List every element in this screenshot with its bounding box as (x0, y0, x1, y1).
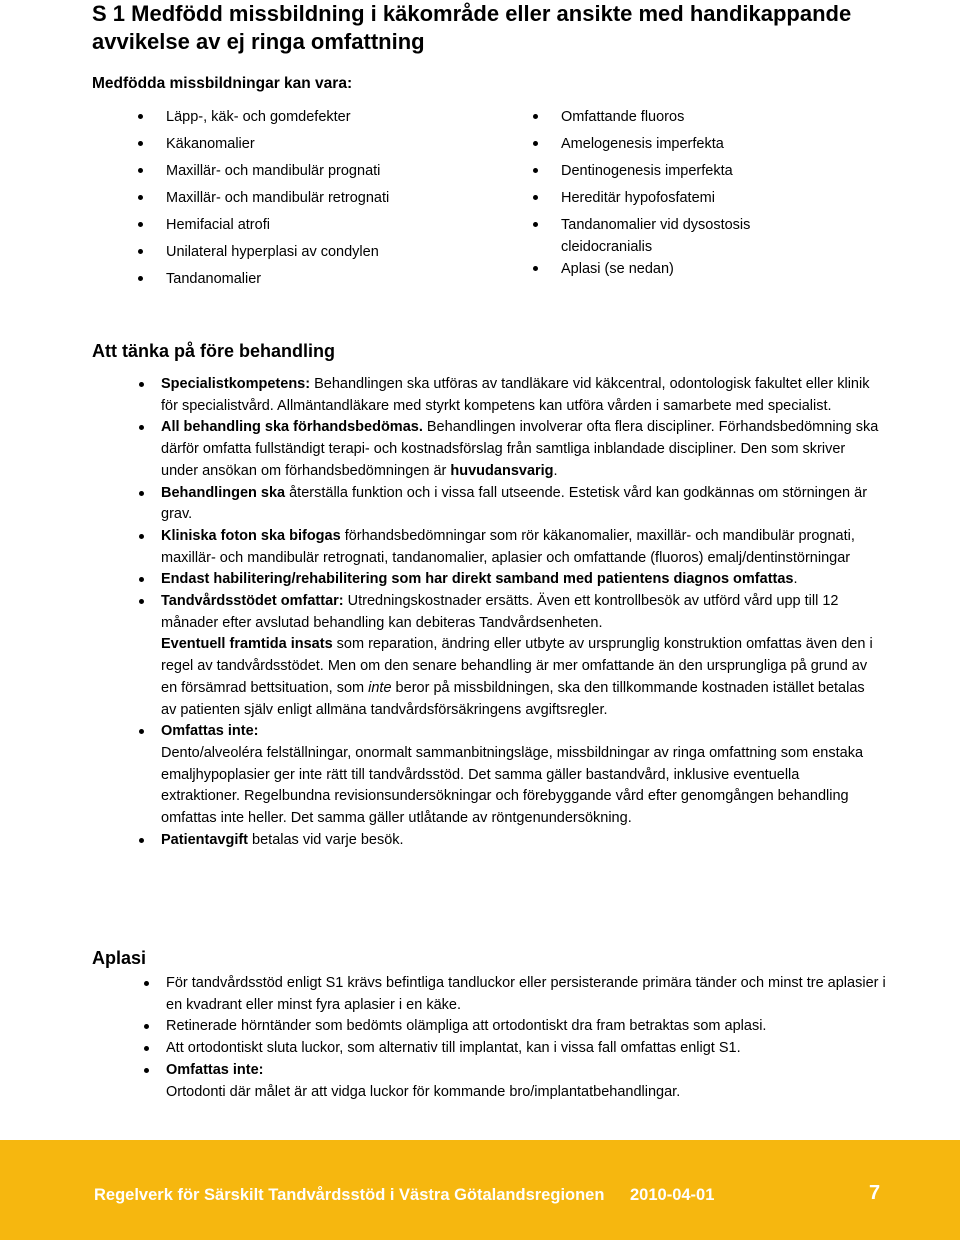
body-text: . (553, 462, 558, 479)
list-item: Maxillär- och mandibulär prognati (138, 160, 389, 187)
list-item: Tandanomalier vid dysostosis cleidocranialis (533, 214, 821, 258)
footer-title: Regelverk för Särskilt Tandvårdsstöd i Västra Götalandsregionen (94, 1186, 605, 1204)
body-text: Behandlingen involverar ofta flera discipliner. Förhandsbedömning ska därför omfatta fullständigt terapi- och kostnadsförslag från samtliga inblandade discipliner. Den som skriver under ansökan om förhandsbedömningen är (161, 419, 879, 479)
footer-date: 2010-04-01 (630, 1186, 715, 1204)
list-item: Dentinogenesis imperfekta (533, 160, 821, 187)
bold-text: All behandling ska förhandsbedömas. (161, 419, 423, 436)
page-number: 7 (869, 1182, 881, 1204)
list-item: Tandanomalier (138, 268, 389, 295)
body-text: Ortodonti där målet är att vidga luckor för kommande bro/implantatbehandlingar. (166, 1083, 681, 1100)
bold-text: Behandlingen ska (161, 484, 286, 501)
page-title: S 1 Medfödd missbildning i käkområde eller ansikte med handikappande avvikelse av ej ringa omfattning (92, 1, 852, 54)
italic-text: inte (368, 679, 392, 696)
list-item: Att ortodontiskt sluta luckor, som alternativ till implantat, kan i vissa fall omfattas enligt S1. (166, 1038, 886, 1060)
list-item (161, 721, 881, 830)
bold-text: huvudansvarig (450, 462, 554, 479)
list-item: Unilateral hyperplasi av condylen (138, 241, 389, 268)
body-text: Dento/alveoléra felställningar, onormalt sammanbitningsläge, missbildningar av ringa omfattning som enstaka emaljhypoplasier ger inte rätt till tandvårdsstöd. Det samma gäller bastandvård, inklusive eventuella extraktioner. Regelbundna revisionsundersökningar och förebyggande vård efter genomgången behandling omfattas inte heller. Det samma gäller utlåtande av röntgenundersökning. (161, 744, 864, 827)
bold-text: Endast habilitering/rehabilitering som har direkt samband med patientens diagnos omfattas (161, 571, 794, 588)
list-item: För tandvårdsstöd enligt S1 krävs befintliga tandluckor eller persisterande primära tänder och minst tre aplasier i en kvadrant eller minst fyra aplasier i en käke. (166, 973, 886, 1016)
body-text: Utredningskostnader ersätts. Även ett kontrollbesök av utförd vård upp till 12 månader efter avslutad behandling kan debiteras Tandvårdsenheten. (161, 593, 839, 631)
bold-text: Patientavgift (161, 831, 249, 848)
list-item: Amelogenesis imperfekta (533, 133, 821, 160)
section1-list (161, 374, 881, 851)
body-text: Behandlingen ska utföras av tandläkare vid käkcentral, odontologisk fakultet eller klinik för specialistvård. Allmäntandläkare med styrkt kompetens kan utföra vården i samarbete med specialist. (161, 376, 870, 414)
body-text: beror på missbildningen, ska den tillkommande kostnaden istället betalas av patienten själv enligt allmäna tandvårdsförsäkringens avgiftsregler. (161, 679, 865, 718)
list-item (166, 1060, 886, 1103)
right-list (533, 106, 821, 285)
list-item: Maxillär- och mandibulär retrognati (138, 187, 389, 214)
body-text: . (793, 571, 798, 588)
list-item (161, 374, 881, 417)
bold-text: Tandvårdsstödet omfattar: (161, 593, 344, 610)
list-item (161, 569, 881, 591)
list-item (161, 591, 881, 721)
section2-list (166, 973, 886, 1103)
section-heading: Aplasi (92, 948, 147, 968)
bold-text: Eventuell framtida insats (161, 636, 333, 653)
list-item: Käkanomalier (138, 133, 389, 160)
list-item (161, 830, 881, 852)
body-text: som reparation, ändring eller utbyte av ursprunglig konstruktion omfattas även den i regel av tandvårdsstödet. Men om den senare behandling är mer omfattande än den ursprungliga på grund av en försämrad bettsituation, som (161, 636, 873, 696)
section-heading: Att tänka på före behandling (92, 341, 336, 361)
list-item (161, 417, 881, 482)
body-text: återställa funktion och i vissa fall utseende. Estetisk vård kan godkännas om störningen är grav. (161, 484, 868, 523)
list-item: Hemifacial atrofi (138, 214, 389, 241)
body-text: förhandsbedömningar som rör käkanomalier, maxillär- och mandibulär prognati, maxillär- och mandibulär retrognati, tandanomalier, aplasier och omfattande (fluoros) emalj/dentinstörningar (161, 527, 855, 566)
body-text: betalas vid varje besök. (248, 831, 404, 848)
bold-text: Kliniska foton ska bifogas (161, 527, 341, 544)
bold-text: Omfattas inte: (161, 723, 259, 740)
bold-text: Omfattas inte: (166, 1061, 264, 1078)
list-item: Retinerade hörntänder som bedömts olämpliga att ortodontiskt dra fram betraktas som aplasi. (166, 1016, 886, 1038)
list-item: Läpp-, käk- och gomdefekter (138, 106, 389, 133)
list-item: Aplasi (se nedan) (533, 258, 821, 285)
list-item: Hereditär hypofosfatemi (533, 187, 821, 214)
list-item (161, 483, 881, 526)
subtitle: Medfödda missbildningar kan vara: (92, 75, 353, 92)
list-item (161, 526, 881, 569)
left-list (138, 106, 389, 295)
list-item: Omfattande fluoros (533, 106, 821, 133)
bold-text: Specialistkompetens: (161, 376, 311, 392)
